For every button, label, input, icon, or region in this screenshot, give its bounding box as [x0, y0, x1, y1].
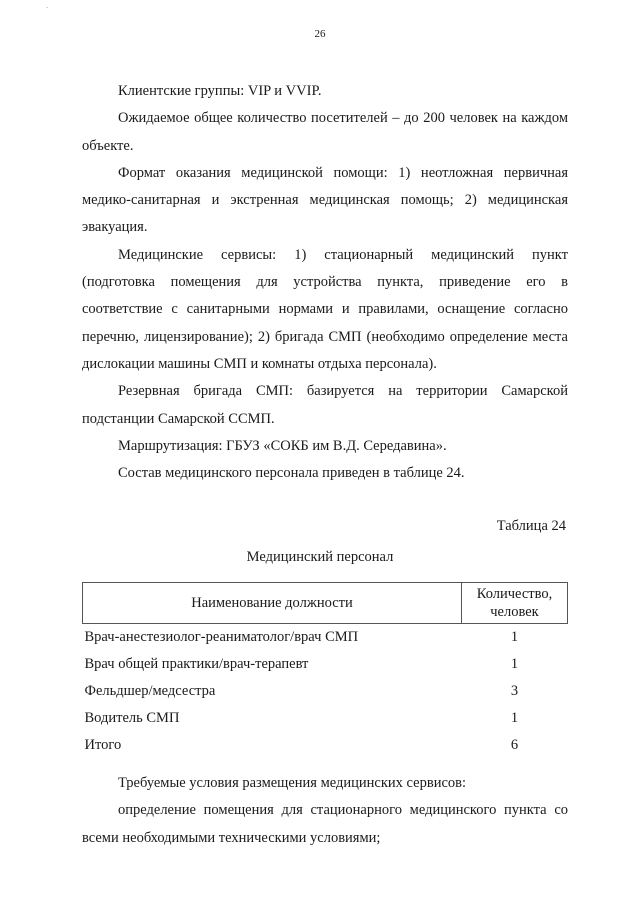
- row-position-name: Водитель СМП: [84, 710, 180, 726]
- row-total-quantity: 6: [510, 737, 519, 753]
- header-position-name: Наименование должности: [83, 583, 462, 624]
- row-position-name: Фельдшер/медсестра: [84, 683, 216, 699]
- paragraph-reserve-team: Резервная бригада СМП: базируется на территории Самарской подстанции Самарской ССМП.: [82, 383, 568, 427]
- table-row: [83, 705, 568, 732]
- body-text: [82, 78, 568, 487]
- paragraph-room-definition: определение помещения для стационарного медицинского пункта со всеми необходимыми техническими условиями;: [82, 802, 568, 846]
- page-number: 26: [314, 28, 326, 40]
- table-row: [83, 624, 568, 652]
- table-row: [83, 651, 568, 678]
- paragraph-client-groups: Клиентские группы: VIP и VVIP.: [118, 83, 322, 99]
- row-quantity: 1: [510, 656, 519, 672]
- paragraph-medical-services: Медицинские сервисы: 1) стационарный медицинский пункт (подготовка помещения для устройства пункта, приведение его в соответствие с санитарными нормами и правилами, оснащение согласно перечню, лицензирование); 2) бригада СМП (необходимо определение места дислокации машины СМП и комнаты отдыха персонала).: [82, 246, 568, 372]
- paragraph-placement-conditions: Требуемые условия размещения медицинских сервисов:: [118, 775, 467, 791]
- row-position-name: Врач-анестезиолог-реаниматолог/врач СМП: [84, 629, 359, 645]
- paragraph-staff-reference: Состав медицинского персонала приведен в таблице 24.: [118, 465, 465, 482]
- row-quantity: 3: [510, 683, 519, 699]
- table-row-total: [83, 732, 568, 759]
- row-position-name: Врач общей практики/врач-терапевт: [84, 656, 309, 672]
- row-quantity: 1: [510, 710, 519, 726]
- paragraph-care-format: Формат оказания медицинской помощи: 1) неотложная первичная медико-санитарная и экстренная медицинская помощь; 2) медицинская эвакуация.: [82, 164, 568, 236]
- paragraph-expected-visitors: Ожидаемое общее количество посетителей – до 200 человек на каждом объекте.: [82, 110, 568, 154]
- table-header-row: [83, 583, 568, 624]
- table-caption: Таблица 24: [496, 518, 566, 534]
- table-title: Медицинский персонал: [246, 549, 394, 565]
- paragraph-routing: Маршрутизация: ГБУЗ «СОКБ им В.Д. Середавина».: [118, 437, 447, 454]
- scan-mark: `: [46, 6, 49, 14]
- staff-table: [82, 582, 568, 759]
- row-total-label: Итого: [84, 737, 122, 753]
- closing-text: [82, 770, 568, 852]
- table-row: [83, 678, 568, 705]
- row-quantity: 1: [510, 629, 519, 645]
- header-quantity: Количество, человек: [462, 583, 568, 624]
